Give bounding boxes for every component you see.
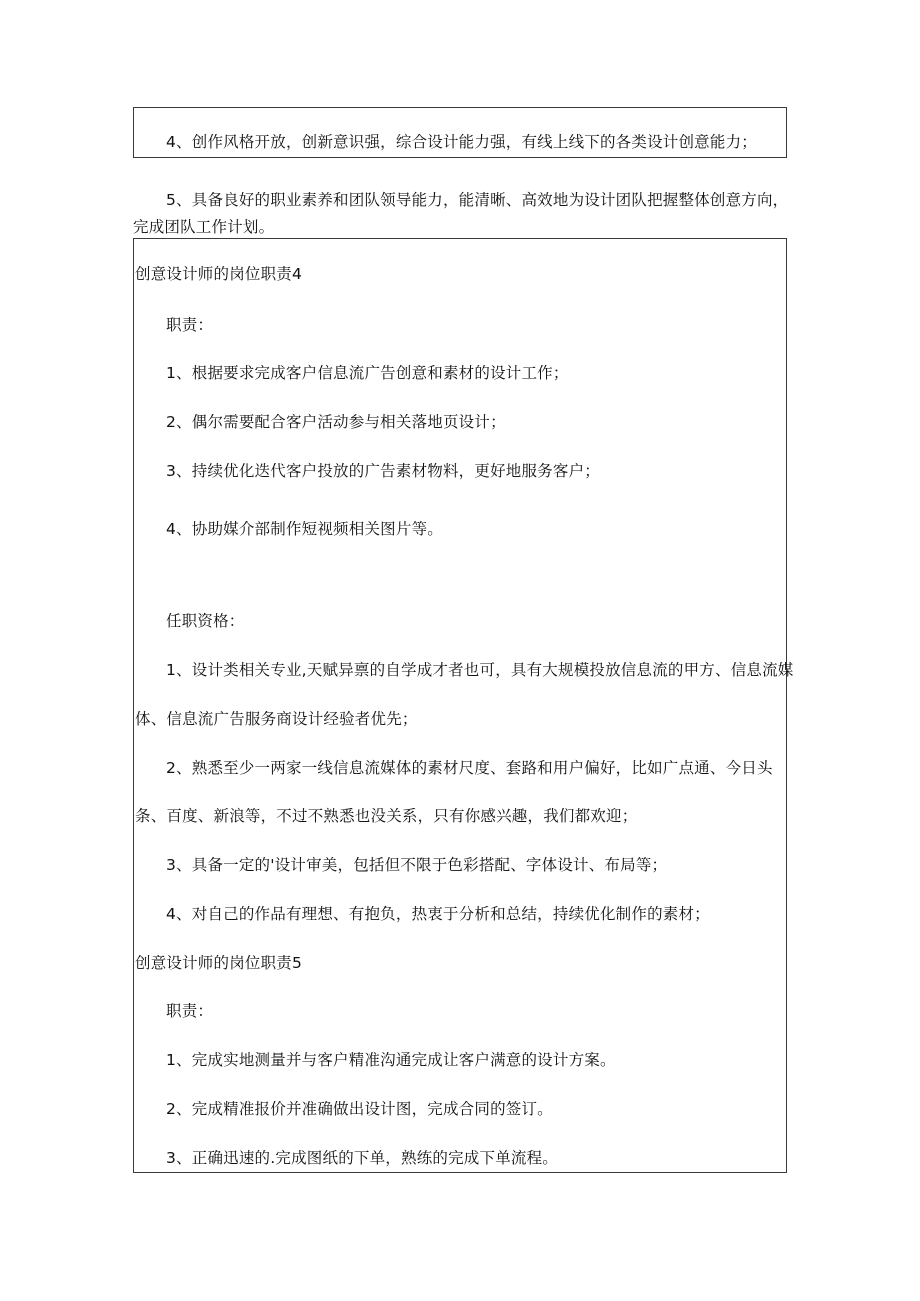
section-4-qual-1-line-2: 体、信息流广告服务商设计经验者优先； [135, 710, 418, 728]
section-4-qual-2-line-2: 条、百度、新浪等，不过不熟悉也没关系，只有你感兴趣，我们都欢迎； [135, 807, 638, 825]
section-5-duty-1: 1、完成实地测量并与客户精准沟通完成让客户满意的设计方案。 [166, 1051, 616, 1069]
section-4-qual-4: 4、对自己的作品有理想、有抱负，热衷于分析和总结，持续优化制作的素材； [166, 905, 710, 923]
top-item-4: 4、创作风格开放，创新意识强，综合设计能力强，有线上线下的各类设计创意能力； [166, 133, 757, 151]
section-4-qual-1-line-1: 1、设计类相关专业,天赋异禀的自学成才者也可，具有大规模投放信息流的甲方、信息流媒 [166, 661, 794, 679]
section-4-qualifications-heading: 任职资格： [166, 612, 245, 630]
section-4-duty-3: 3、持续优化迭代客户投放的广告素材物料，更好地服务客户； [166, 462, 600, 480]
section-4-title: 创意设计师的岗位职责4 [135, 265, 303, 283]
item-5-line-1: 5、具备良好的职业素养和团队领导能力，能清晰、高效地为设计团队把握整体创意方向， [166, 191, 789, 209]
section-4-duty-1: 1、根据要求完成客户信息流广告创意和素材的设计工作； [166, 364, 569, 382]
section-4-qual-3: 3、具备一定的'设计审美，包括但不限于色彩搭配、字体设计、布局等； [166, 856, 668, 874]
section-4-duties-heading: 职责： [166, 316, 214, 334]
section-4-duty-2: 2、偶尔需要配合客户活动参与相关落地页设计； [166, 413, 506, 431]
section-5-title: 创意设计师的岗位职责5 [135, 954, 303, 972]
section-5-duty-3: 3、正确迅速的.完成图纸的下单，熟练的完成下单流程。 [166, 1149, 558, 1167]
section-5-duty-2: 2、完成精准报价并准确做出设计图，完成合同的签订。 [166, 1100, 553, 1118]
item-5-line-2: 完成团队工作计划。 [133, 218, 275, 236]
section-4-duty-4: 4、协助媒介部制作短视频相关图片等。 [166, 520, 443, 538]
section-5-duties-heading: 职责： [166, 1002, 214, 1020]
section-4-qual-2-line-1: 2、熟悉至少一两家一线信息流媒体的素材尺度、套路和用户偏好，比如广点通、今日头 [166, 759, 773, 777]
